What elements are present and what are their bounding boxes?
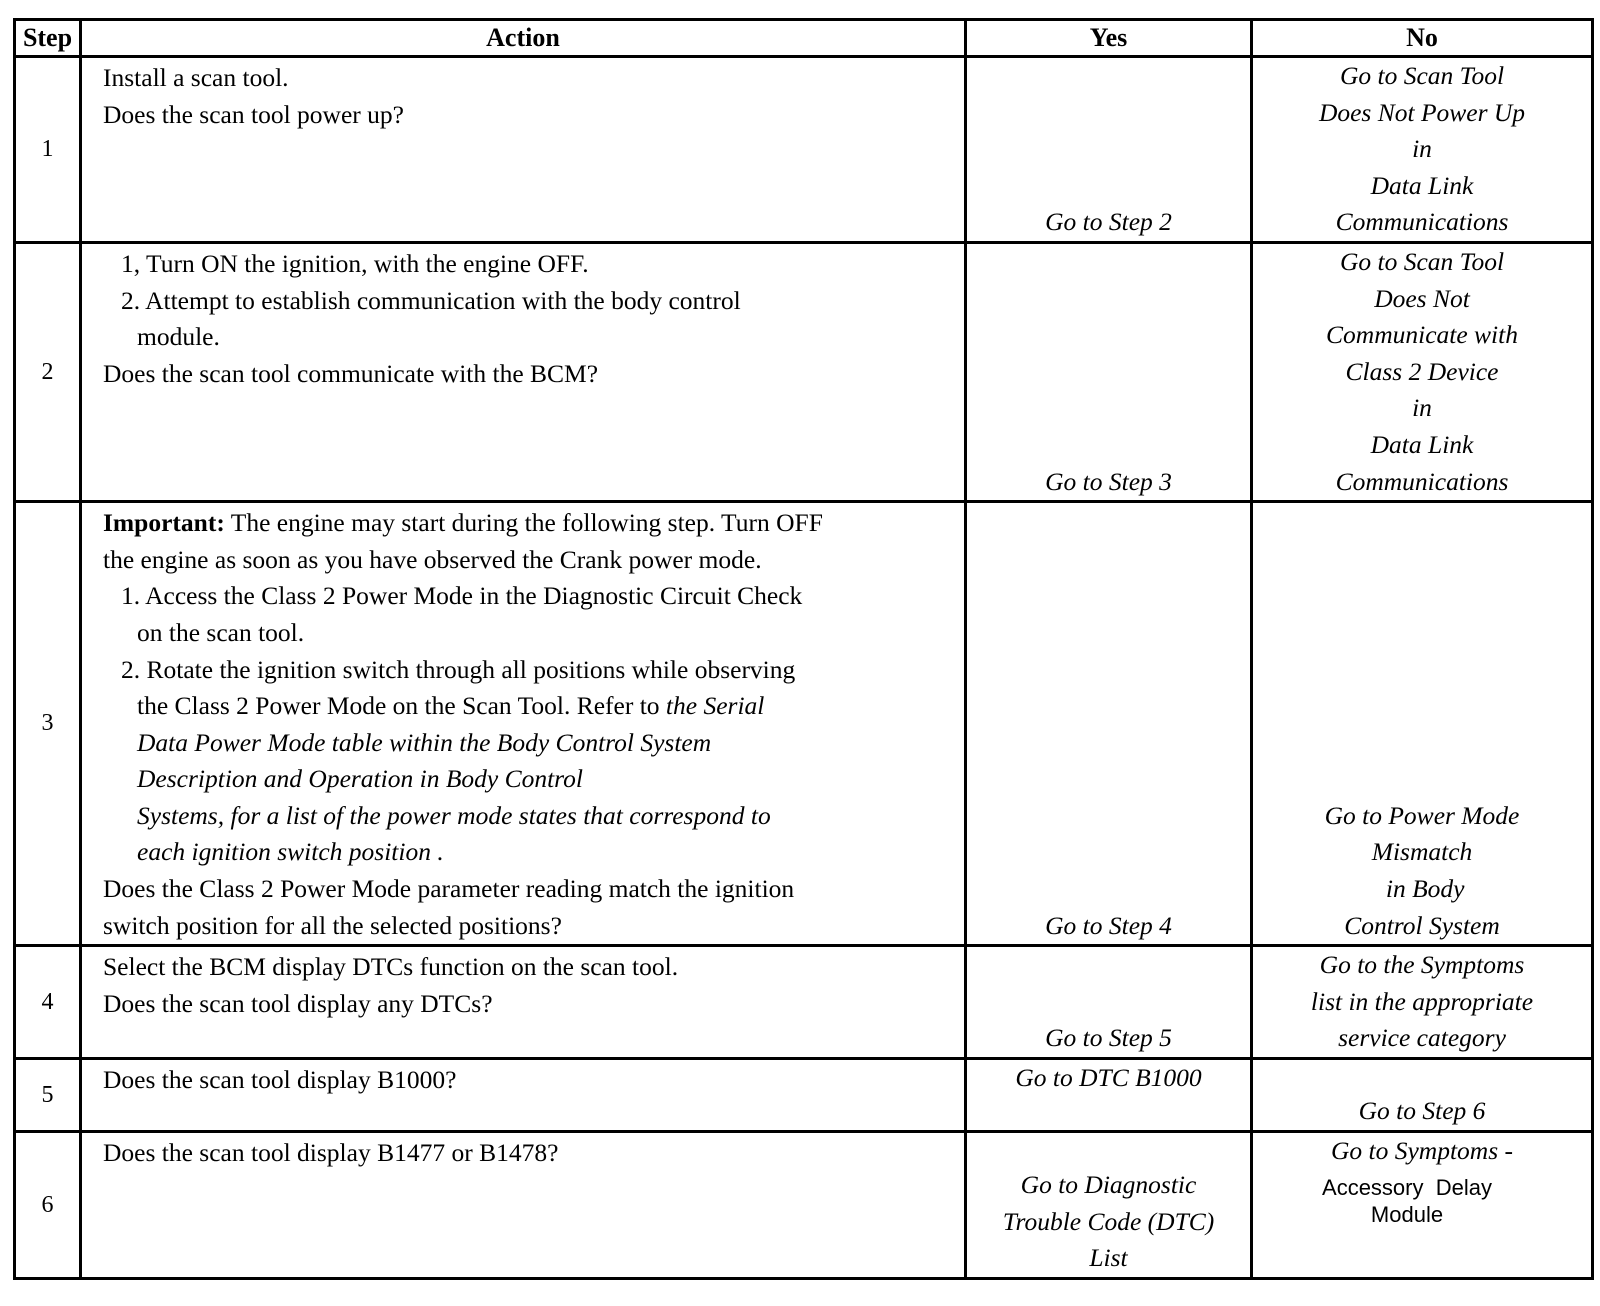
no-line: Communicate with [1326,320,1518,350]
action-cell [81,502,966,946]
no-link[interactable] [1253,798,1591,944]
step-number: 2 [15,242,81,501]
no-line: Does Not Power Up [1318,97,1526,127]
yes-line: Trouble Code (DTC) [1002,1206,1215,1236]
action-line: 1, Turn ON the ignition, with the engine OFF. [121,248,589,278]
table-row [15,57,1593,243]
reference-link[interactable]: Systems, for a list of the power mode states that correspond to [137,800,771,830]
action-line: 2. Rotate the ignition switch through all positions while observing [121,654,796,684]
reference-link[interactable]: each ignition switch position . [137,837,444,867]
no-line: Does Not [1374,283,1470,313]
yes-link[interactable]: Go to Step 4 [1045,910,1172,940]
yes-link[interactable]: Go to DTC B1000 [1015,1063,1202,1093]
no-line: Accessory Delay [1322,1174,1492,1200]
table-row [15,946,1593,1059]
yes-cell [966,57,1252,243]
no-line: in Body [1379,874,1465,904]
yes-link[interactable]: Go to Step 5 [1045,1023,1172,1053]
header-step: Step [15,20,81,57]
reference-link[interactable]: Description and Operation in Body Control [137,764,583,794]
step-number: 6 [15,1132,81,1279]
yes-cell [966,1132,1252,1279]
table-row [15,1132,1593,1279]
reference-link[interactable]: the Serial [665,691,765,721]
header-row [15,20,1593,57]
no-line: Go to Scan Tool [1339,61,1505,90]
action-line: on the scan tool. [137,617,305,647]
action-text: The engine may start during the following step. Turn OFF [224,508,823,538]
no-line: Data Link [1370,170,1474,200]
no-line: Mismatch [1371,837,1473,867]
yes-link[interactable]: Go to Step 3 [1045,466,1172,496]
action-line [103,505,960,542]
no-cell [1252,57,1593,243]
action-line: Does the scan tool display B1477 or B1478? [103,1138,559,1168]
no-cell [1252,946,1593,1059]
step-number: 1 [15,57,81,243]
no-link[interactable] [1253,58,1591,241]
table-row [15,502,1593,946]
action-line: Does the scan tool communicate with the BCM? [103,358,599,388]
no-cell [1252,1059,1593,1132]
action-line: switch position for all the selected positions? [103,910,562,940]
action-line: Install a scan tool. [103,63,289,92]
no-line: list in the appropriate [1310,986,1534,1016]
action-line: Select the BCM display DTCs function on the scan tool. [103,952,679,982]
step-number: 3 [15,502,81,946]
action-line: Does the scan tool display any DTCs? [103,988,493,1018]
yes-link[interactable] [967,1167,1250,1277]
no-line: Module [1370,1201,1444,1227]
yes-cell [966,1059,1252,1132]
action-cell [81,1132,966,1279]
no-link[interactable] [1253,1133,1591,1228]
header-no: No [1252,20,1593,57]
diagnostic-table [13,18,1594,1280]
no-line: Communications [1335,466,1509,496]
action-line [103,688,960,725]
yes-cell [966,946,1252,1059]
no-cell [1252,502,1593,946]
reference-link[interactable]: Data Power Mode table within the Body Control System [137,727,712,757]
no-cell [1252,242,1593,501]
yes-line: Go to Diagnostic [1020,1170,1197,1200]
yes-cell [966,502,1252,946]
no-line: Go to Symptoms - [1330,1136,1514,1166]
no-line: Communications [1335,207,1509,237]
action-line: the engine as soon as you have observed the Crank power mode. [103,544,762,574]
no-link[interactable] [1253,947,1591,1057]
no-line: in [1412,393,1432,423]
no-line: Go to Power Mode [1324,800,1520,830]
action-cell [81,57,966,243]
step-number: 5 [15,1059,81,1132]
no-line: in [1412,134,1432,164]
yes-line: List [1089,1243,1128,1273]
action-line: Does the scan tool display B1000? [103,1065,457,1095]
action-line: 1. Access the Class 2 Power Mode in the Diagnostic Circuit Check [121,581,803,611]
table-row [15,1059,1593,1132]
yes-cell [966,242,1252,501]
no-line: Go to Scan Tool [1339,246,1505,276]
action-cell [81,242,966,501]
no-line: Go to the Symptoms [1319,950,1525,980]
no-cell [1252,1132,1593,1279]
no-line: Data Link [1370,429,1474,459]
no-link[interactable]: Go to Step 6 [1358,1096,1486,1126]
no-link[interactable] [1253,244,1591,500]
yes-link[interactable]: Go to Step 2 [1045,207,1172,237]
action-cell [81,1059,966,1132]
header-yes: Yes [966,20,1252,57]
important-label: Important: [103,508,225,538]
action-text: the Class 2 Power Mode on the Scan Tool. Refer to [137,691,666,721]
action-line: module. [137,322,220,352]
action-line: Does the scan tool power up? [103,99,404,129]
no-line: Class 2 Device [1345,356,1499,386]
step-number: 4 [15,946,81,1059]
no-line: service category [1338,1023,1506,1053]
no-line: Control System [1344,910,1500,940]
header-action: Action [81,20,966,57]
table-row [15,242,1593,501]
action-line: Does the Class 2 Power Mode parameter reading match the ignition [103,874,795,904]
action-line: 2. Attempt to establish communication with the body control [121,285,741,315]
action-cell [81,946,966,1059]
